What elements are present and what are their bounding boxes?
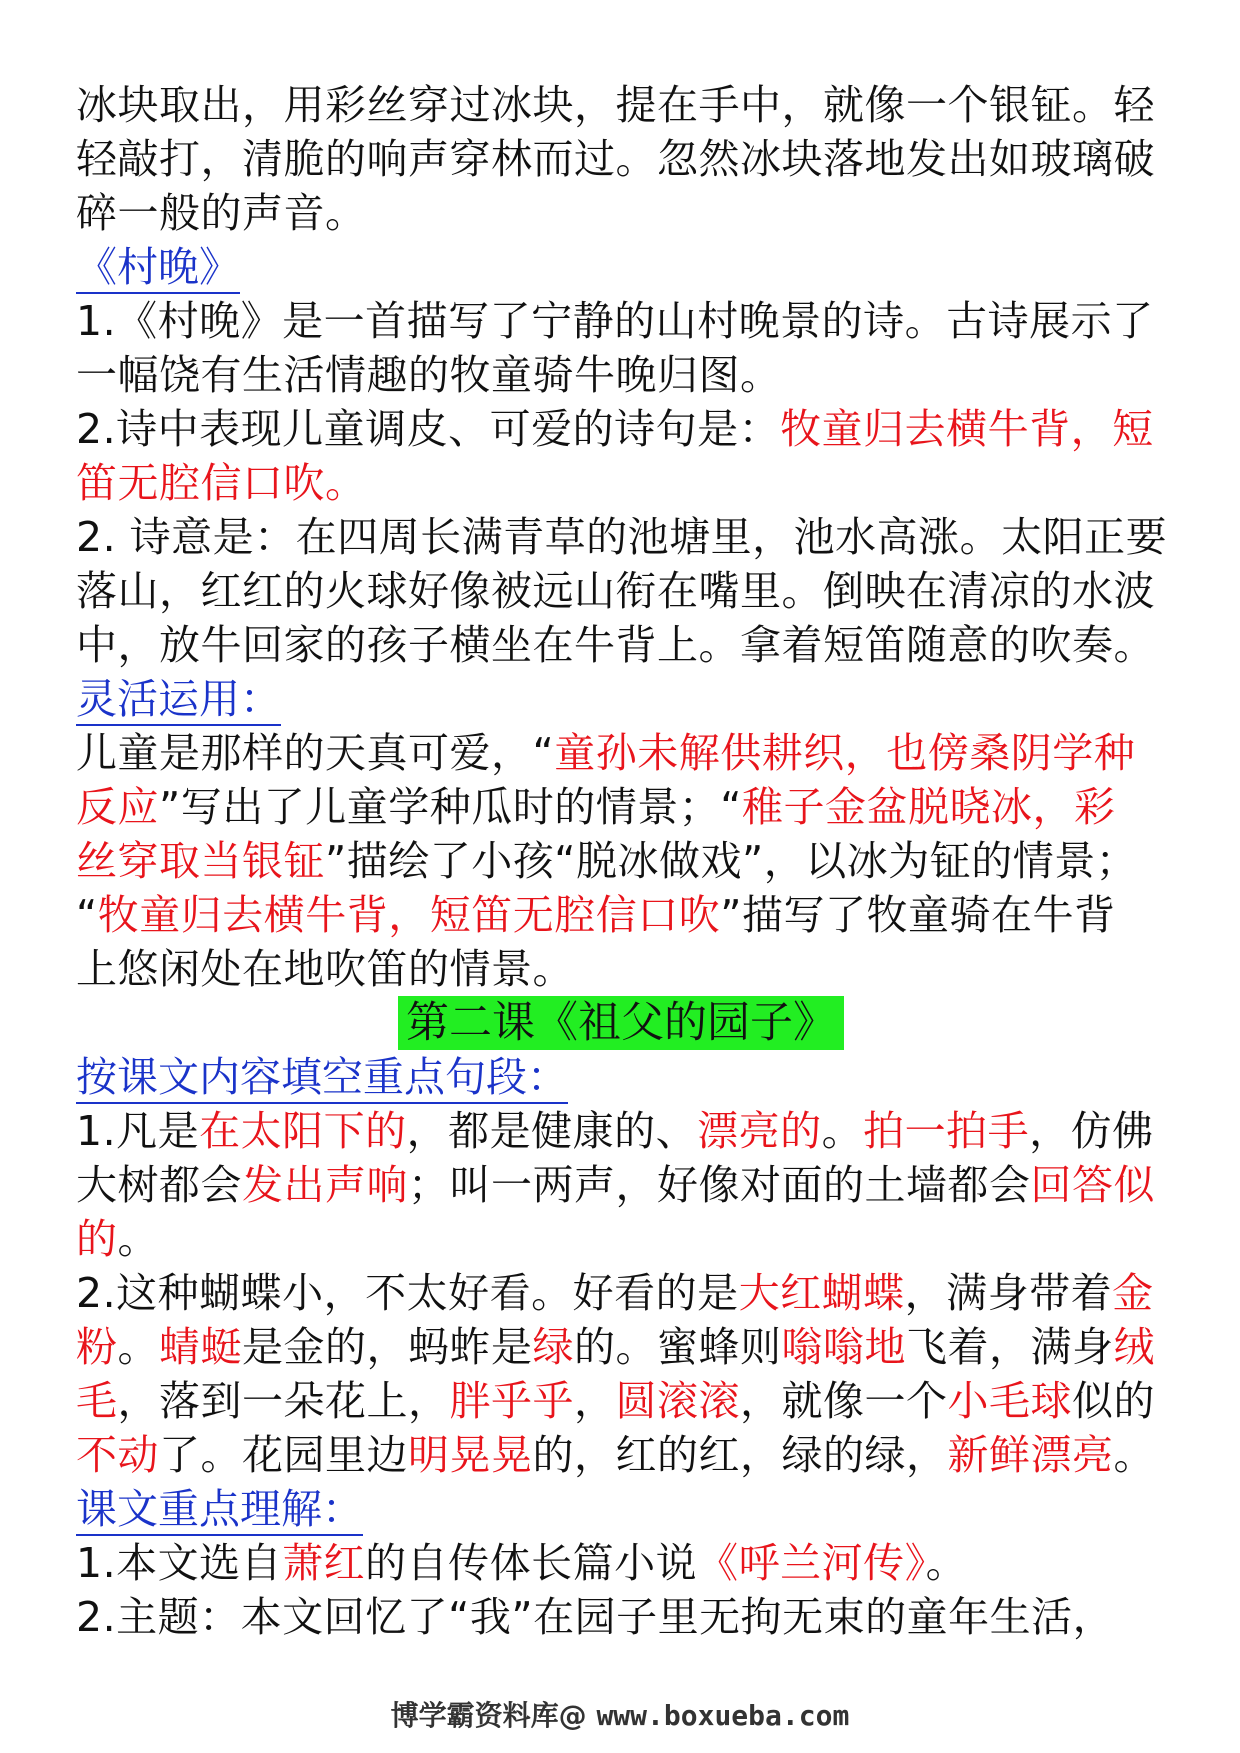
body-text: 。: [821, 1107, 864, 1155]
body-text: 。: [925, 1539, 968, 1587]
footer-url: www.boxueba.com: [596, 1699, 850, 1732]
highlight-text: 的: [76, 1215, 118, 1263]
highlight-text: 明晃晃: [408, 1431, 533, 1479]
highlight-text: 回答似: [1030, 1161, 1155, 1209]
text-line: [76, 402, 1166, 456]
body-text: ，落到一朵花上，: [117, 1377, 450, 1425]
body-text: 。: [117, 1323, 159, 1371]
body-text: 的。蜜蜂则: [574, 1323, 782, 1371]
body-text: 1.《村晚》是一首描写了宁静的山村晚景的诗。古诗展示了: [76, 297, 1154, 345]
highlight-text: 萧红: [282, 1539, 366, 1587]
text-line: [76, 618, 1166, 672]
paragraph-bingkuai: [76, 78, 1166, 240]
highlight-text: 胖乎乎: [449, 1377, 574, 1425]
text-line: [76, 348, 1166, 402]
body-text: 中，放牛回家的孩子横坐在牛背上。拿着短笛随意的吹奏。: [76, 621, 1155, 669]
body-text: 2.主题：本文回忆了“我”在园子里无拘无束的童年生活，: [76, 1593, 1115, 1641]
highlight-text: 不动: [76, 1431, 159, 1479]
body-text: ，就像一个: [740, 1377, 948, 1425]
body-text: 。: [117, 1215, 159, 1263]
heading-row-lijie: [76, 1482, 1166, 1536]
highlight-text: 粉: [76, 1323, 118, 1371]
text-line: [76, 1212, 1166, 1266]
text-line: [76, 1374, 1166, 1428]
text-line: [76, 1158, 1166, 1212]
body-text: 。: [1113, 1431, 1155, 1479]
body-text: 是金的，蚂蚱是: [242, 1323, 533, 1371]
body-text: 2. 诗意是：在四周长满青草的池塘里，池水高涨。太阳正要: [76, 513, 1168, 561]
body-text: 上悠闲处在地吹笛的情景。: [76, 945, 574, 993]
body-text: ，: [574, 1377, 616, 1425]
highlight-text: 漂亮的: [697, 1107, 822, 1155]
body-text: 1.凡是: [76, 1107, 200, 1155]
text-line: [76, 1536, 1166, 1590]
body-text: 2.这种蝴蝶小，不太好看。好看的是: [76, 1269, 739, 1317]
paragraph-lijie: [76, 1536, 1166, 1644]
highlight-text: 牧童归去横牛背，短: [780, 405, 1154, 453]
highlight-text: 稚子金盆脱晓冰，彩: [741, 783, 1116, 831]
text-line: [76, 564, 1166, 618]
text-line: [76, 726, 1166, 780]
text-line: [76, 1266, 1166, 1320]
highlight-text: 毛: [76, 1377, 118, 1425]
heading-lijie: 课文重点理解：: [76, 1486, 363, 1536]
highlight-text: 在太阳下的: [199, 1107, 407, 1155]
highlight-text: 笛无腔信口吹。: [76, 459, 367, 507]
document-page: [76, 78, 1166, 1644]
text-line: [76, 1320, 1166, 1374]
body-text: 2.诗中表现儿童调皮、可爱的诗句是：: [76, 405, 781, 453]
highlight-text: 蜻蜓: [159, 1323, 242, 1371]
body-text: 碎一般的声音。: [76, 189, 367, 237]
highlight-text: 绿: [532, 1323, 574, 1371]
paragraph-cunwan: [76, 294, 1166, 672]
highlight-text: 童孙未解供耕织，也傍桑阴学种: [554, 729, 1136, 777]
lesson-title: 第二课《祖父的园子》: [398, 996, 844, 1050]
highlight-text: 圆滚滚: [615, 1377, 740, 1425]
text-line: [76, 1590, 1166, 1644]
body-text: “: [76, 891, 98, 939]
highlight-text: 绒: [1113, 1323, 1155, 1371]
text-line: [76, 456, 1166, 510]
body-text: 1.本文选自: [76, 1539, 283, 1587]
highlight-text: 《呼兰河传》: [697, 1539, 926, 1587]
paragraph-tiankong: [76, 1104, 1166, 1482]
highlight-text: 新鲜漂亮: [947, 1431, 1114, 1479]
body-text: ”写出了儿童学种瓜时的情景；“: [159, 783, 742, 831]
heading-tiankong: 按课文内容填空重点句段：: [76, 1054, 568, 1104]
text-line: [76, 780, 1166, 834]
body-text: 落山，红红的火球好像被远山衔在嘴里。倒映在清凉的水波: [76, 567, 1155, 615]
lesson-title-row: [76, 996, 1166, 1050]
body-text: 的自传体长篇小说: [365, 1539, 698, 1587]
text-line: [76, 942, 1166, 996]
highlight-text: 嗡嗡地: [781, 1323, 906, 1371]
heading-row-cunwan: [76, 240, 1166, 294]
highlight-text: 金: [1112, 1269, 1154, 1317]
body-text: 似的: [1072, 1377, 1155, 1425]
highlight-text: 拍一拍手: [863, 1107, 1030, 1155]
body-text: 了。花园里边: [159, 1431, 408, 1479]
body-text: 的，红的红，绿的绿，: [532, 1431, 948, 1479]
body-text: ，都是健康的、: [406, 1107, 698, 1155]
body-text: ，仿佛: [1029, 1107, 1154, 1155]
footer-site-name: 博学霸资料库@: [390, 1699, 587, 1732]
text-line: [76, 78, 1166, 132]
text-line: [76, 186, 1166, 240]
body-text: ；叫一两声，好像对面的土墙都会: [408, 1161, 1031, 1209]
footer-watermark: [0, 1694, 1240, 1734]
text-line: [76, 294, 1166, 348]
heading-cunwan: 《村晚》: [76, 244, 240, 294]
body-text: 冰块取出，用彩丝穿过冰块，提在手中，就像一个银钲。轻: [76, 81, 1155, 129]
highlight-text: 反应: [76, 783, 159, 831]
text-line: [76, 510, 1166, 564]
body-text: ，满身带着: [904, 1269, 1113, 1317]
text-line: [76, 834, 1166, 888]
text-line: [76, 132, 1166, 186]
body-text: 飞着，满身: [906, 1323, 1114, 1371]
highlight-text: 牧童归去横牛背，短笛无腔信口吹: [97, 891, 721, 939]
highlight-text: 大红蝴蝶: [738, 1269, 905, 1317]
text-line: [76, 1428, 1166, 1482]
highlight-text: 发出声响: [242, 1161, 408, 1209]
highlight-text: 小毛球: [947, 1377, 1072, 1425]
text-line: [76, 1104, 1166, 1158]
body-text: 儿童是那样的天真可爱，“: [76, 729, 555, 777]
body-text: 轻敲打，清脆的响声穿林而过。忽然冰块落地发出如玻璃破: [76, 135, 1155, 183]
body-text: 一幅饶有生活情趣的牧童骑牛晚归图。: [76, 351, 782, 399]
body-text: 大树都会: [76, 1161, 242, 1209]
text-line: [76, 888, 1166, 942]
paragraph-linghuo: [76, 726, 1166, 996]
heading-linghuo: 灵活运用：: [76, 676, 281, 726]
highlight-text: 丝穿取当银钲: [76, 837, 325, 885]
body-text: ”描写了牧童骑在牛背: [720, 891, 1116, 939]
heading-row-linghuo: [76, 672, 1166, 726]
heading-row-tiankong: [76, 1050, 1166, 1104]
body-text: ”描绘了小孩“脱冰做戏”，以冰为钲的情景；: [325, 837, 1138, 885]
